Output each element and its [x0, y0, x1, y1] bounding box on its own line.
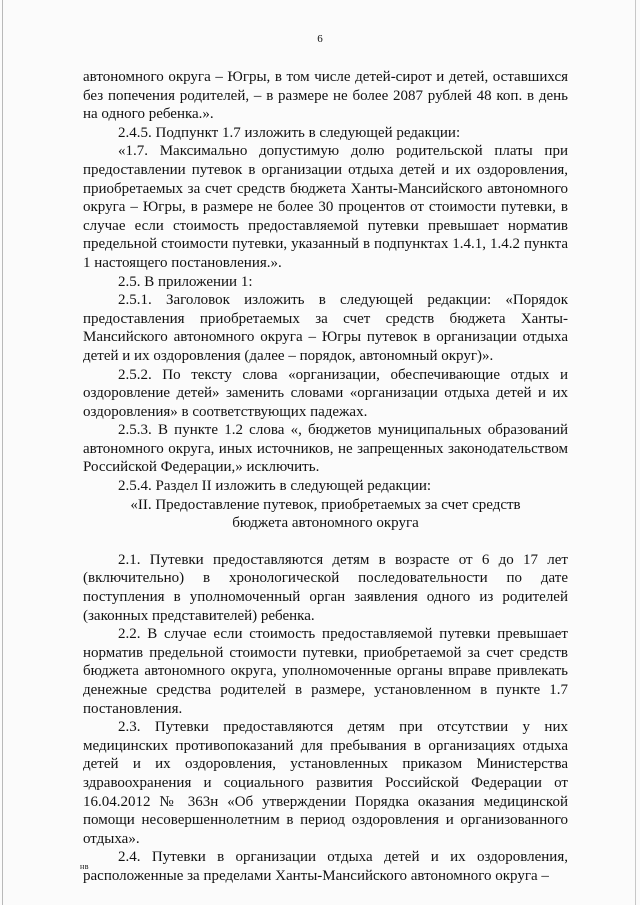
paragraph-2-3: 2.3. Путевки предоставляются детям при отсутствии у них медицинских противопоказаний для пребывания в организациях отдыха детей и их оздоровления, установленных приказом Министерства здравоохранения и социального развития Российской Федерации от 16.04.2012 № 363н «Об утверждении Порядка оказания медицинской помощи несовершеннолетним в период оздоровления и организованного отдыха». [83, 719, 568, 847]
paragraph-2-2: 2.2. В случае если стоимость предоставляемой путевки превышает норматив предельной стоимости путевки, приобретаемой за счет средств бюджета автономного округа, уполномоченные органы вправе привлекать денежные средства родителей в размере, установленном в пункте 1.7 постановления. [83, 626, 568, 717]
document-body [83, 68, 568, 886]
paragraph-2-1: 2.1. Путевки предоставляются детям в возрасте от 6 до 17 лет (включительно) в хронологической последовательности по дате поступления в уполномоченный орган заявления одного из родителей (законных представителей) ребенка. [83, 551, 568, 624]
paragraph-1-7-quote: «1.7. Максимально допустимую долю родительской платы при предоставлении путевок в организации отдыха детей и их оздоровления, приобретаемых за счет средств бюджета Ханты-Мансийского автономного округа – Югры, в размере не более 30 процентов от стоимости путевки, в случае если стоимость предоставляемой путевки превышает норматив предельной стоимости путевки, указанный в подпунктах 1.4.1, 1.4.2 пункта 1 настоящего постановления.». [83, 143, 568, 271]
section-heading-line-1: «II. Предоставление путевок, приобретаемых за счет средств [130, 496, 521, 513]
footer-initials: нв [80, 862, 90, 871]
scan-left-edge [2, 0, 3, 905]
page-number: 6 [317, 33, 323, 45]
paragraph-2-5: 2.5. В приложении 1: [118, 273, 253, 290]
paragraph-2-5-4: 2.5.4. Раздел II изложить в следующей редакции: [118, 478, 432, 495]
paragraph-2-4-5: 2.4.5. Подпункт 1.7 изложить в следующей редакции: [118, 124, 461, 141]
section-heading-line-2: бюджета автономного округа [232, 515, 419, 532]
paragraph-2-4: 2.4. Путевки в организации отдыха детей и их оздоровления, расположенные за пределами Ханты-Мансийского автономного округа – [83, 849, 568, 884]
scan-right-edge [635, 0, 636, 905]
paragraph-continuation: автономного округа – Югры, в том числе детей-сирот и детей, оставшихся без попечения родителей, – в размере не более 2087 рублей 48 коп. в день на одного ребенка.». [83, 69, 568, 123]
paragraph-2-5-1: 2.5.1. Заголовок изложить в следующей редакции: «Порядок предоставления приобретаемых за счет средств бюджета Ханты-Мансийского автономного округа – Югры путевок в организации отдыха детей и их оздоровления (далее – порядок, автономный округ)». [83, 292, 568, 364]
paragraph-2-5-2: 2.5.2. По тексту слова «организации, обеспечивающие отдых и оздоровление детей» заменить словами «организации отдыха детей и их оздоровления» в соответствующих падежах. [83, 366, 568, 420]
heading-spacing [83, 533, 568, 551]
paragraph-2-5-3: 2.5.3. В пункте 1.2 слова «, бюджетов муниципальных образований автономного округа, иных источников, не запрещенных законодательством Российской Федерации,» исключить. [83, 422, 568, 476]
